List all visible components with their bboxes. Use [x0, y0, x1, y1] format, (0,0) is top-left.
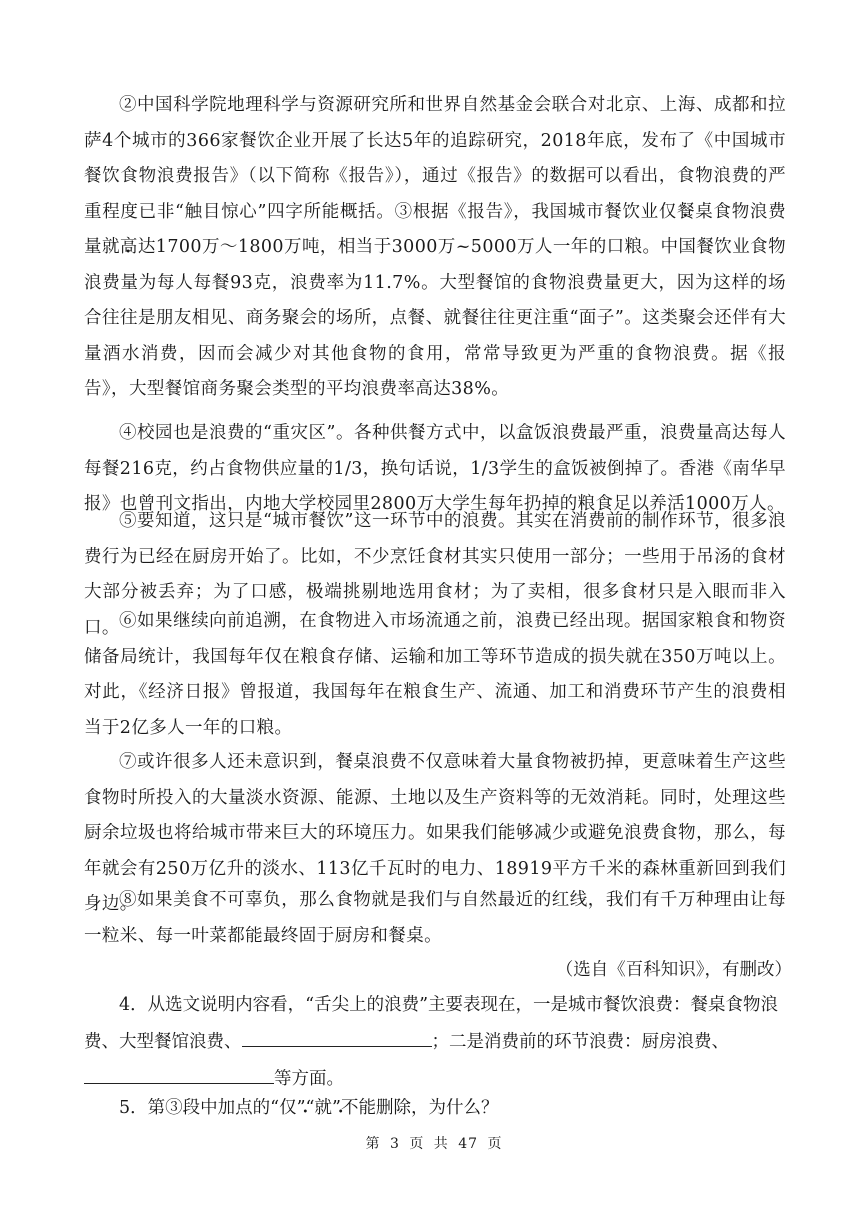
emphasis-dot-char-2: 就: [101, 237, 120, 257]
question-5-text-a: 5．第③段中加点的“: [119, 1098, 280, 1118]
answer-blank-2[interactable]: [84, 1065, 274, 1084]
emphasis-dot-char-1: 仅: [658, 201, 678, 222]
question-5: [84, 1090, 786, 1127]
question-5-text-b: ”不能删除，为什么？: [332, 1098, 499, 1118]
question-5-text-mid: ”“: [296, 1098, 315, 1118]
paragraph-3-start: ③根据《报告》，我国城市餐饮业: [394, 201, 659, 222]
paragraph-3-mid: 餐桌食物浪费量: [84, 201, 787, 257]
question-5-dot-char-1: 仅 •: [279, 1098, 297, 1118]
paragraph-7: ⑦或许很多人还未意识到，餐桌浪费不仅意味着大量食物被扔掉，更意味着生产这些食物时所投入的大量淡水资源、能源、土地以及生产资料等的无效消耗。同时，处理这些厨余垃圾也将给城市带来巨大的环境压力。如果我们能够减少或避免浪费食物，那么，每年就会有250万亿升的淡水、113亿千瓦时的电力、18919平方千米的森林重新回到我们身边。: [84, 752, 786, 914]
footer-label-d: 页: [487, 1136, 503, 1152]
paragraph-6: ⑥如果继续向前追溯，在食物进入市场流通之前，浪费已经出现。据国家粮食和物资储备局统计，我国每年仅在粮食存储、运输和加工等环节造成的损失就在350万吨以上。对此，《经济日报》曾报道，我国每年在粮食生产、流通、加工和消费环节产生的浪费相当于2亿多人一年的口粮。: [84, 611, 786, 738]
footer-label-c: 共: [433, 1136, 449, 1152]
paragraph-8: ⑧如果美食不可辜负，那么食物就是我们与自然最近的红线，我们有千万种理由让每一粒米、每一叶菜都能最终固于厨房和餐桌。: [84, 890, 786, 946]
page-footer: [0, 1133, 868, 1153]
question-4-text-c: 等方面。: [274, 1069, 344, 1089]
source-citation: （选自《百科知识》，有删改）: [555, 960, 792, 980]
paragraph-2: [84, 88, 786, 408]
question-4: [84, 987, 786, 1098]
footer-total-pages: 47: [458, 1136, 479, 1152]
question-4-text-a: 4．从选文说明内容看，“舌尖上的浪费”主要表现在，一是城市餐饮浪费：餐桌食物浪费、大型餐馆浪费、: [84, 995, 779, 1052]
footer-label-a: 第: [365, 1136, 381, 1152]
footer-label-b: 页: [409, 1136, 425, 1152]
question-4-text-b: ；二是消费前的环节浪费：厨房浪费、: [431, 1032, 729, 1052]
paragraph-3-end: 高达1700万～1800万吨，相当于3000万~5000万人一年的口粮。中国餐饮业食物浪费量为每人每餐93克，浪费率为11.7%。大型餐馆的食物浪费量更大，因为这样的场合往往是朋友相见、商务聚会的场所，点餐、就餐往往更注重“面子”。这类聚会还伴有大量酒水消费，因而会减少对其他食物的食用，常常导致更为严重的食物浪费。据《报告》，大型餐馆商务聚会类型的平均浪费率高达38%。: [84, 237, 787, 399]
footer-page-number: 3: [389, 1136, 400, 1152]
answer-blank-1[interactable]: [242, 1028, 432, 1047]
paragraph-4: ④校园也是浪费的“重灾区”。各种供餐方式中，以盒饭浪费最严重，浪费量高达每人每餐216克，约占食物供应量的1/3，换句话说，1/3学生的盒饭被倒掉了。香港《南华早报》也曾刊文指出，内地大学校园里2800万大学生每年扔掉的粮食足以养活1000万人。: [84, 423, 786, 514]
paragraph-2-text: ②中国科学院地理科学与资源研究所和世界自然基金会联合对北京、上海、成都和拉萨4个城市的366家餐饮企业开展了长达5年的追踪研究，2018年底，发布了《中国城市餐饮食物浪费报告》（以下简称《报告》），通过《报告》的数据可以看出，食物浪费的严重程度已非“触目惊心”四字所能概括。: [84, 95, 786, 222]
paragraph-5: ⑤要知道，这只是“城市餐饮”这一环节中的浪费。其实在消费前的制作环节，很多浪费行为已经在厨房开始了。比如，不少烹饪食材其实只使用一部分；一些用于吊汤的食材大部分被丢弃；为了口感，极端挑剔地选用食材；为了卖相，很多食材只是入眼而非入口。: [84, 511, 786, 638]
question-5-dot-char-2: 就 •: [315, 1098, 333, 1118]
